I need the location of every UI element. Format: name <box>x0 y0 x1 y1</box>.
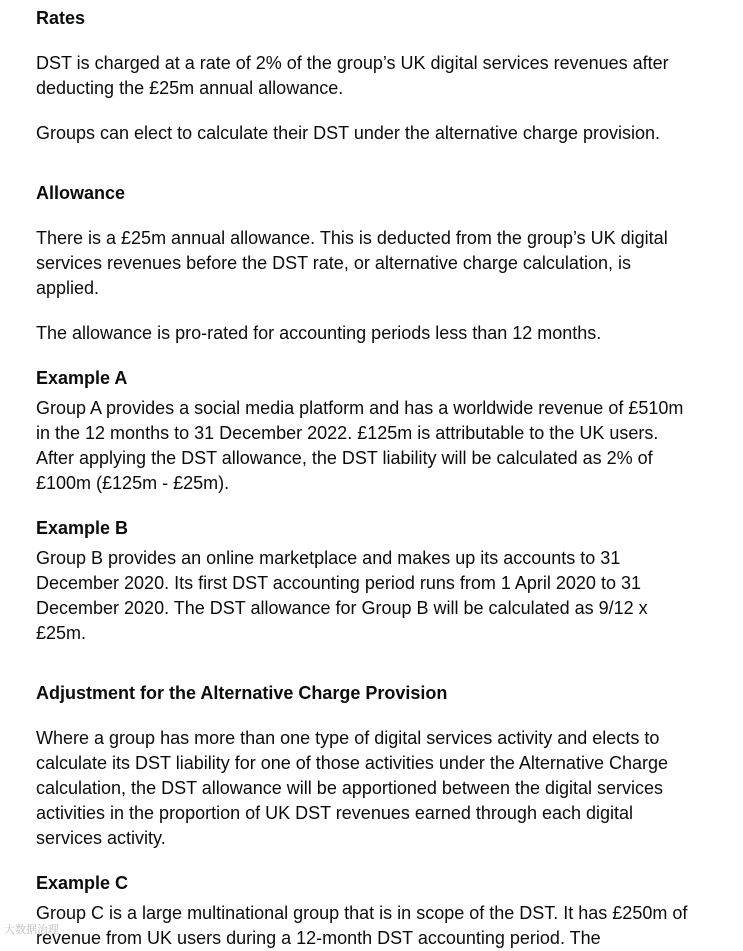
example-b-heading: Example B <box>36 518 129 538</box>
adjustment-body: Where a group has more than one type of digital services activity and elects to calculate its DST liability for one of those activities under the Alternative Charge calculation, the DST allowance will be apportioned between the digital services activities in the proportion of UK DST revenues earned through each digital services activity. <box>36 728 668 848</box>
example-a-heading: Example A <box>36 368 128 388</box>
allowance-paragraph-2: The allowance is pro-rated for accounting periods less than 12 months. <box>36 323 602 343</box>
rates-heading: Rates <box>36 8 86 28</box>
watermark-text: 大数据治理 <box>4 923 59 936</box>
rates-paragraph-2: Groups can elect to calculate their DST under the alternative charge provision. <box>36 123 661 143</box>
rates-paragraph-1: DST is charged at a rate of 2% of the group’s UK digital services revenues after deducting the £25m annual allowance. <box>36 53 669 98</box>
allowance-heading: Allowance <box>36 183 126 203</box>
adjustment-heading: Adjustment for the Alternative Charge Provision <box>36 683 448 703</box>
example-c-body: Group C is a large multinational group that is in scope of the DST. It has £250m of revenue from UK users during a 12-month DST accounting period. The <box>36 903 688 948</box>
allowance-paragraph-1: There is a £25m annual allowance. This is deducted from the group’s UK digital services revenues before the DST rate, or alternative charge calculation, is applied. <box>36 228 668 298</box>
example-c-heading: Example C <box>36 873 129 893</box>
example-a-body: Group A provides a social media platform and has a worldwide revenue of £510m in the 12 months to 31 December 2022. £125m is attributable to the UK users. After applying the DST allowance, the DST liability will be calculated as 2% of £100m (£125m - £25m). <box>36 398 684 493</box>
example-b-body: Group B provides an online marketplace and makes up its accounts to 31 December 2020. Its first DST accounting period runs from 1 April 2020 to 31 December 2020. The DST allowance for Group B will be calculated as 9/12 x £25m. <box>36 548 648 643</box>
